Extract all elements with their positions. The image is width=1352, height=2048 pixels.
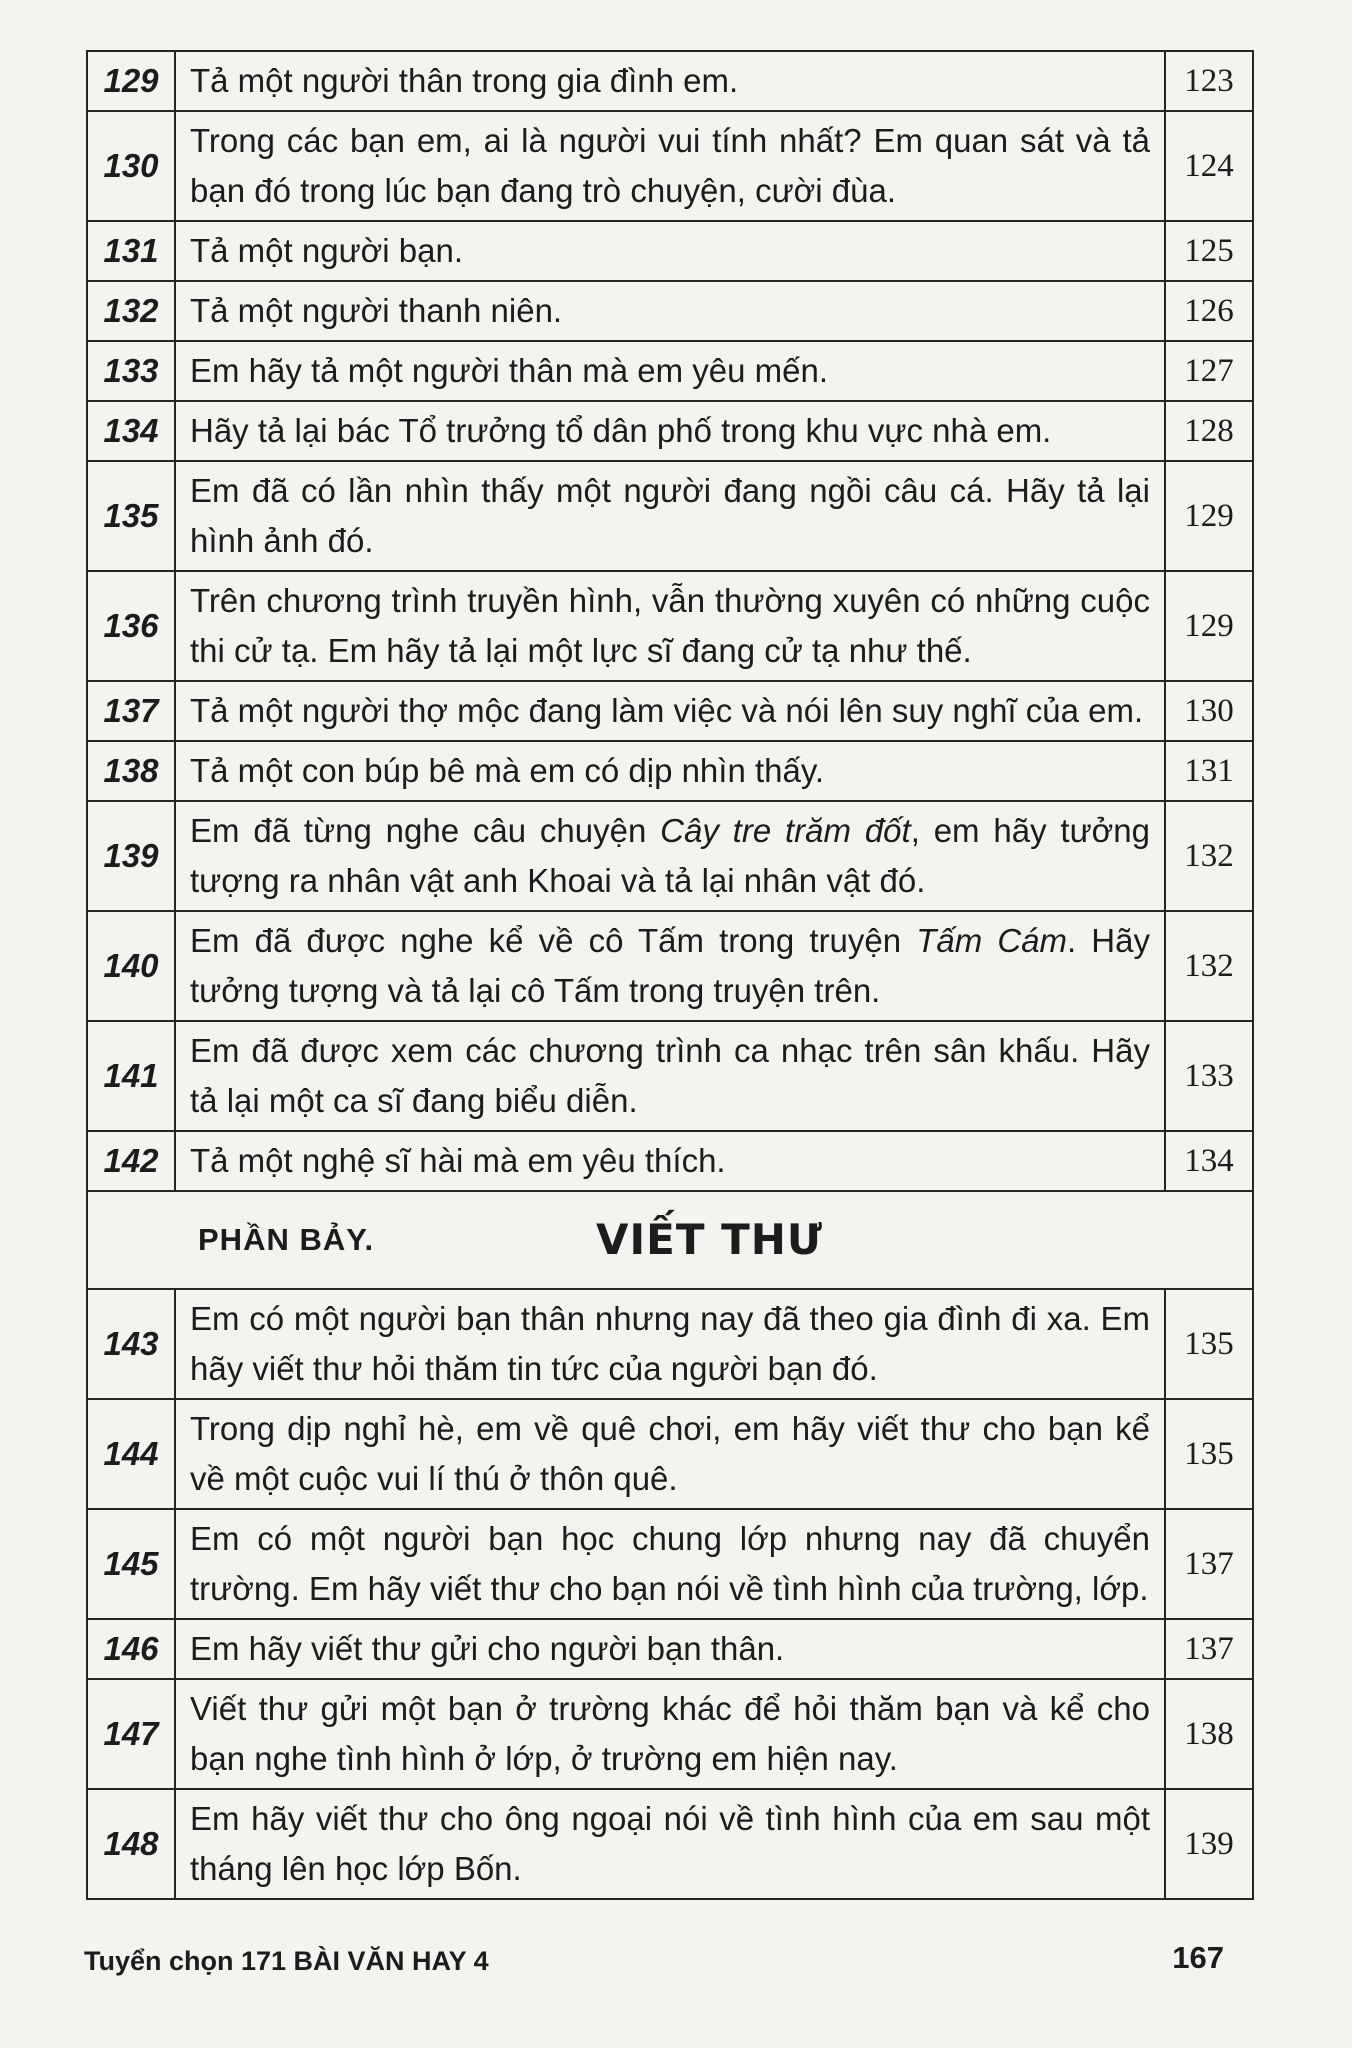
toc-entry-title: Em đã được xem các chương trình ca nhạc trên sân khấu. Hãy tả lại một ca sĩ đang biểu diễn. [175, 1021, 1165, 1131]
section-cell [87, 1191, 1253, 1289]
toc-entry-number: 130 [87, 111, 175, 221]
toc-entry-number: 135 [87, 461, 175, 571]
toc-row [87, 571, 1253, 681]
toc-entry-title: Tả một người thanh niên. [175, 281, 1165, 341]
toc-entry-title: Trên chương trình truyền hình, vẫn thường xuyên có những cuộc thi cử tạ. Em hãy tả lại một lực sĩ đang cử tạ như thế. [175, 571, 1165, 681]
toc-row [87, 1131, 1253, 1191]
title-italic-work-name: Cây tre trăm đốt [660, 812, 911, 849]
toc-entry-number: 147 [87, 1679, 175, 1789]
toc-entry-number: 143 [87, 1289, 175, 1399]
toc-entry-title: Viết thư gửi một bạn ở trường khác để hỏi thăm bạn và kể cho bạn nghe tình hình ở lớp, ở trường em hiện nay. [175, 1679, 1165, 1789]
toc-entry-number: 137 [87, 681, 175, 741]
toc-entry-page: 138 [1165, 1679, 1253, 1789]
toc-part-six-rows [87, 51, 1253, 1191]
toc-row [87, 281, 1253, 341]
toc-row [87, 1679, 1253, 1789]
toc-row [87, 1021, 1253, 1131]
toc-entry-title: Em hãy viết thư cho ông ngoại nói về tình hình của em sau một tháng lên học lớp Bốn. [175, 1789, 1165, 1899]
toc-entry-number: 132 [87, 281, 175, 341]
toc-entry-page: 127 [1165, 341, 1253, 401]
title-text: Em đã từng nghe câu chuyện [190, 812, 661, 849]
toc-entry-page: 124 [1165, 111, 1253, 221]
toc-entry-title: Tả một người bạn. [175, 221, 1165, 281]
section-row [87, 1191, 1253, 1289]
toc-entry-page: 129 [1165, 571, 1253, 681]
toc-entry-title: Tả một nghệ sĩ hài mà em yêu thích. [175, 1131, 1165, 1191]
toc-row [87, 51, 1253, 111]
toc-entry-title: Em hãy viết thư gửi cho người bạn thân. [175, 1619, 1165, 1679]
toc-entry-number: 138 [87, 741, 175, 801]
toc-entry-page: 126 [1165, 281, 1253, 341]
toc-row [87, 741, 1253, 801]
toc-entry-title [175, 911, 1165, 1021]
toc-row [87, 911, 1253, 1021]
toc-entry-page: 130 [1165, 681, 1253, 741]
toc-entry-title: Em đã có lần nhìn thấy một người đang ngồi câu cá. Hãy tả lại hình ảnh đó. [175, 461, 1165, 571]
toc-entry-page: 137 [1165, 1509, 1253, 1619]
toc-entry-number: 134 [87, 401, 175, 461]
toc-entry-page: 125 [1165, 221, 1253, 281]
toc-entry-title: Trong dịp nghỉ hè, em về quê chơi, em hãy viết thư cho bạn kể về một cuộc vui lí thú ở thôn quê. [175, 1399, 1165, 1509]
toc-entry-title: Em có một người bạn học chung lớp nhưng nay đã chuyển trường. Em hãy viết thư cho bạn nói về tình hình của trường, lớp. [175, 1509, 1165, 1619]
toc-entry-page: 129 [1165, 461, 1253, 571]
toc-row [87, 1619, 1253, 1679]
toc-entry-title: Em có một người bạn thân nhưng nay đã theo gia đình đi xa. Em hãy viết thư hỏi thăm tin tức của người bạn đó. [175, 1289, 1165, 1399]
toc-entry-page: 135 [1165, 1399, 1253, 1509]
title-text: , em hãy tưởng tượng ra nhân vật anh Khoai và tả lại nhân vật đó. [190, 812, 1150, 899]
toc-entry-title [175, 801, 1165, 911]
title-italic-work-name: Tấm Cám [916, 922, 1068, 959]
toc-entry-number: 146 [87, 1619, 175, 1679]
toc-entry-title: Tả một người thân trong gia đình em. [175, 51, 1165, 111]
toc-entry-number: 139 [87, 801, 175, 911]
toc-entry-page: 133 [1165, 1021, 1253, 1131]
toc-entry-number: 148 [87, 1789, 175, 1899]
toc-row [87, 1789, 1253, 1899]
toc-entry-page: 134 [1165, 1131, 1253, 1191]
toc-entry-page: 132 [1165, 911, 1253, 1021]
toc-row [87, 1509, 1253, 1619]
toc-entry-page: 128 [1165, 401, 1253, 461]
toc-row [87, 221, 1253, 281]
toc-entry-page: 137 [1165, 1619, 1253, 1679]
toc-entry-number: 136 [87, 571, 175, 681]
toc-entry-number: 140 [87, 911, 175, 1021]
section-header-block [87, 1191, 1253, 1289]
toc-entry-page: 131 [1165, 741, 1253, 801]
toc-part-seven-rows [87, 1289, 1253, 1899]
toc-row [87, 461, 1253, 571]
toc-row [87, 1399, 1253, 1509]
title-text: . Hãy tưởng tượng và tả lại cô Tấm trong truyện trên. [190, 922, 1150, 1009]
section-label: PHẦN BẢY. [198, 1222, 375, 1257]
toc-entry-title: Hãy tả lại bác Tổ trưởng tổ dân phố trong khu vực nhà em. [175, 401, 1165, 461]
toc-entry-page: 123 [1165, 51, 1253, 111]
toc-entry-title: Tả một con búp bê mà em có dịp nhìn thấy. [175, 741, 1165, 801]
toc-row [87, 401, 1253, 461]
toc-row [87, 1289, 1253, 1399]
toc-entry-page: 132 [1165, 801, 1253, 911]
toc-entry-title: Tả một người thợ mộc đang làm việc và nói lên suy nghĩ của em. [175, 681, 1165, 741]
toc-entry-page: 135 [1165, 1289, 1253, 1399]
toc-entry-number: 129 [87, 51, 175, 111]
toc-entry-number: 144 [87, 1399, 175, 1509]
toc-entry-title: Em hãy tả một người thân mà em yêu mến. [175, 341, 1165, 401]
footer-page-number: 167 [1172, 1940, 1224, 1975]
toc-entry-number: 133 [87, 341, 175, 401]
toc-row [87, 111, 1253, 221]
toc-entry-number: 141 [87, 1021, 175, 1131]
footer-book-title: Tuyển chọn 171 BÀI VĂN HAY 4 [84, 1946, 489, 1976]
toc-entry-number: 142 [87, 1131, 175, 1191]
section-heading: VIẾT THƯ [596, 1215, 823, 1264]
toc-row [87, 801, 1253, 911]
toc-row [87, 341, 1253, 401]
toc-entry-title: Trong các bạn em, ai là người vui tính nhất? Em quan sát và tả bạn đó trong lúc bạn đang trò chuyện, cười đùa. [175, 111, 1165, 221]
toc-row [87, 681, 1253, 741]
toc-entry-page: 139 [1165, 1789, 1253, 1899]
table-of-contents [86, 50, 1254, 1900]
toc-entry-number: 131 [87, 221, 175, 281]
toc-entry-number: 145 [87, 1509, 175, 1619]
title-text: Em đã được nghe kể về cô Tấm trong truyện [190, 922, 917, 959]
